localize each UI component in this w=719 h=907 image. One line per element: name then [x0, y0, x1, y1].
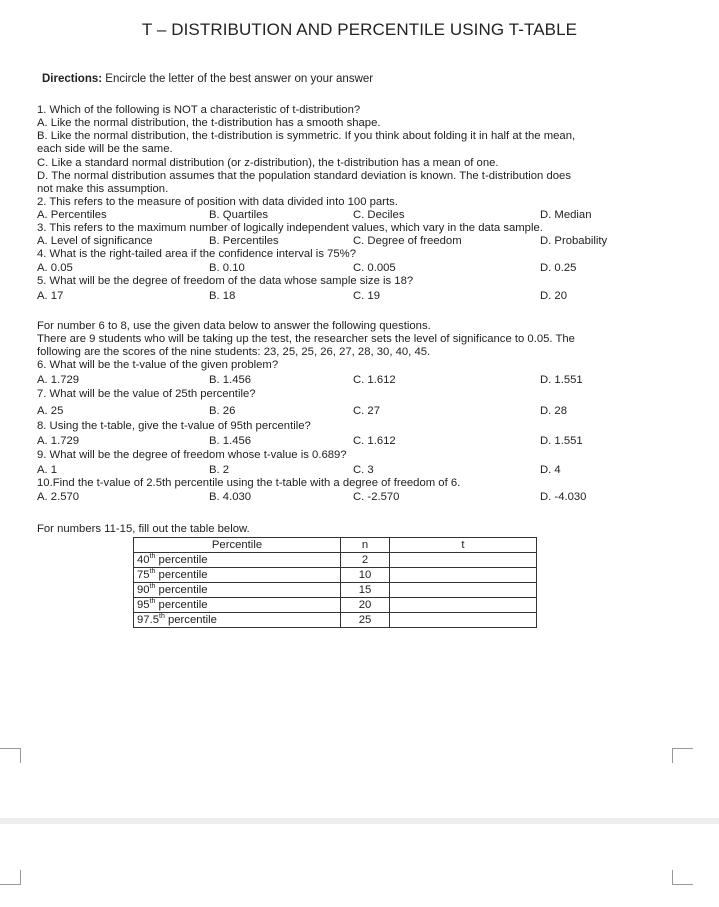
q2-option-b: B. Quartiles: [209, 209, 269, 221]
header-t: t: [390, 538, 537, 553]
row-percentile: [134, 598, 341, 613]
table-row: [134, 613, 537, 628]
row-n: 15: [341, 583, 390, 598]
q3-option-a: A. Level of significance: [37, 235, 153, 247]
percentile-label: percentile: [164, 614, 217, 626]
q3-option-b: B. Percentiles: [209, 235, 279, 247]
q8-option-c: C. 1.612: [353, 435, 396, 447]
q5-option-d: D. 20: [540, 290, 568, 302]
ordinal-suffix: th: [149, 598, 156, 606]
q7-option-b: B. 26: [209, 405, 236, 417]
q7-question: 7. What will be the value of 25th percentile?: [37, 388, 256, 400]
q3-option-d: D. Probability: [540, 235, 608, 247]
q6-option-d: D. 1.551: [540, 374, 583, 386]
q5-option-c: C. 19: [353, 290, 381, 302]
q3-option-c: C. Degree of freedom: [353, 235, 462, 247]
table-intro: For numbers 11-15, fill out the table below.: [37, 523, 250, 535]
percentile-number: 40: [137, 554, 150, 566]
crop-mark-top-right: [672, 748, 693, 763]
percentile-number: 90: [137, 584, 150, 596]
q5-question: 5. What will be the degree of freedom of the data whose sample size is 18?: [37, 275, 414, 287]
q10-option-c: C. -2.570: [353, 491, 400, 503]
q4-option-c: C. 0.005: [353, 262, 396, 274]
table-header-row: [134, 538, 537, 553]
q4-option-b: B. 0.10: [209, 262, 245, 274]
table-row: [134, 568, 537, 583]
q1-option-b-line1: B. Like the normal distribution, the t-distribution is symmetric. If you think about folding it in half at the mean,: [37, 130, 576, 142]
q9-question: 9. What will be the degree of freedom whose t-value is 0.689?: [37, 449, 347, 461]
q10-option-a: A. 2.570: [37, 491, 80, 503]
q1-option-c: C. Like a standard normal distribution (or z-distribution), the t-distribution has a mean of one.: [37, 157, 499, 169]
table-row: [134, 598, 537, 613]
crop-mark-bottom-right: [672, 870, 693, 885]
row-t-blank[interactable]: [390, 613, 537, 628]
ordinal-suffix: th: [149, 568, 156, 576]
q7-option-c: C. 27: [353, 405, 381, 417]
q7-option-a: A. 25: [37, 405, 64, 417]
q7-option-d: D. 28: [540, 405, 568, 417]
page-separator: [0, 818, 719, 824]
q4-question: 4. What is the right-tailed area if the confidence interval is 75%?: [37, 248, 356, 260]
row-n: 25: [341, 613, 390, 628]
q8-question: 8. Using the t-table, give the t-value of 95th percentile?: [37, 420, 311, 432]
q9-option-d: D. 4: [540, 464, 561, 476]
percentile-number: 97.5: [137, 614, 159, 626]
intro-line-3: following are the scores of the nine students: 23, 25, 25, 26, 27, 28, 30, 40, 45.: [37, 346, 431, 358]
row-t-blank[interactable]: [390, 553, 537, 568]
intro-line-2: There are 9 students who will be taking up the test, the researcher sets the level of significance to 0.05. The: [37, 333, 575, 345]
q4-option-a: A. 0.05: [37, 262, 73, 274]
q2-option-d: D. Median: [540, 209, 592, 221]
percentile-label: percentile: [155, 569, 208, 581]
crop-mark-bottom-left: [0, 870, 21, 885]
directions-text: Encircle the letter of the best answer on your answer: [102, 73, 374, 85]
q1-option-d-line2: not make this assumption.: [37, 183, 169, 195]
table-row: [134, 583, 537, 598]
row-percentile: [134, 568, 341, 583]
q10-option-b: B. 4.030: [209, 491, 252, 503]
page-title: T – DISTRIBUTION AND PERCENTILE USING T-TABLE: [141, 20, 578, 39]
percentile-number: 95: [137, 599, 150, 611]
q6-option-a: A. 1.729: [37, 374, 80, 386]
header-percentile: Percentile: [134, 538, 341, 553]
q9-option-c: C. 3: [353, 464, 374, 476]
table-row: [134, 553, 537, 568]
row-percentile: [134, 583, 341, 598]
q8-option-d: D. 1.551: [540, 435, 583, 447]
row-percentile: [134, 613, 341, 628]
q1-question: 1. Which of the following is NOT a characteristic of t-distribution?: [37, 104, 361, 116]
row-n: 2: [341, 553, 390, 568]
q8-option-a: A. 1.729: [37, 435, 80, 447]
percentile-number: 75: [137, 569, 150, 581]
header-n: n: [341, 538, 390, 553]
row-n: 20: [341, 598, 390, 613]
ordinal-suffix: th: [159, 613, 165, 621]
ordinal-suffix: th: [149, 553, 156, 561]
percentile-label: percentile: [155, 584, 208, 596]
q6-option-b: B. 1.456: [209, 374, 252, 386]
q5-option-b: B. 18: [209, 290, 236, 302]
row-t-blank[interactable]: [390, 598, 537, 613]
q2-option-a: A. Percentiles: [37, 209, 107, 221]
row-t-blank[interactable]: [390, 568, 537, 583]
ordinal-suffix: th: [149, 583, 156, 591]
q8-option-b: B. 1.456: [209, 435, 252, 447]
q3-question: 3. This refers to the maximum number of logically independent values, which vary in the data sample.: [37, 222, 543, 234]
q6-question: 6. What will be the t-value of the given problem?: [37, 359, 279, 371]
q4-option-d: D. 0.25: [540, 262, 577, 274]
row-t-blank[interactable]: [390, 583, 537, 598]
q10-option-d: D. -4.030: [540, 491, 587, 503]
q1-option-b-line2: each side will be the same.: [37, 143, 173, 155]
q1-option-d-line1: D. The normal distribution assumes that the population standard deviation is known. The t-distribution does: [37, 170, 571, 182]
q2-option-c: C. Deciles: [353, 209, 405, 221]
q1-option-a: A. Like the normal distribution, the t-distribution has a smooth shape.: [37, 117, 381, 129]
intro-line-1: For number 6 to 8, use the given data below to answer the following questions.: [37, 320, 431, 332]
crop-mark-top-left: [0, 748, 21, 763]
row-n: 10: [341, 568, 390, 583]
q9-option-b: B. 2: [209, 464, 230, 476]
percentile-table: [133, 537, 537, 628]
q6-option-c: C. 1.612: [353, 374, 396, 386]
directions-label: Directions:: [42, 73, 103, 85]
percentile-label: percentile: [155, 554, 208, 566]
directions: [42, 73, 373, 85]
q2-question: 2. This refers to the measure of position with data divided into 100 parts.: [37, 196, 398, 208]
q9-option-a: A. 1: [37, 464, 58, 476]
percentile-label: percentile: [155, 599, 208, 611]
q10-question: 10.Find the t-value of 2.5th percentile using the t-table with a degree of freedom of 6.: [37, 477, 461, 489]
row-percentile: [134, 553, 341, 568]
q5-option-a: A. 17: [37, 290, 64, 302]
